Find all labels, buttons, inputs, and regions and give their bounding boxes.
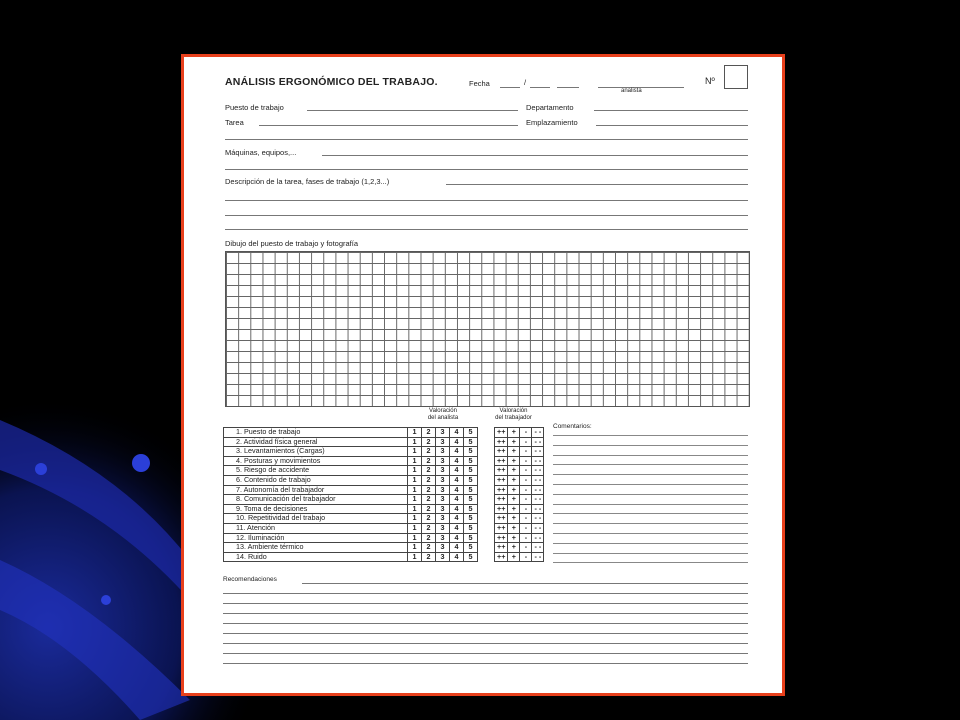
rating-item-label: 14. Ruido [224,552,408,562]
analyst-rating-option[interactable]: 4 [450,533,464,543]
worker-rating-option[interactable]: ++ [495,533,508,543]
worker-rating-option[interactable]: ++ [495,447,508,457]
bg-dot [101,595,111,605]
analyst-rating-option[interactable]: 3 [436,552,450,562]
rating-item-label: 13. Ambiente térmico [224,543,408,553]
worker-rating-option[interactable]: - - [532,456,544,466]
analyst-rating-option[interactable]: 2 [422,533,436,543]
analyst-rating-option[interactable]: 5 [464,514,478,524]
worker-rating-option[interactable]: - [520,485,532,495]
valoracion-trabajador-heading-1: Valoración [499,408,528,414]
form-line[interactable] [225,215,748,216]
comment-line[interactable] [553,523,748,524]
rating-row [224,523,544,533]
analyst-rating-option[interactable]: 5 [464,447,478,457]
worker-rating-option[interactable]: + [508,428,520,438]
worker-rating-option[interactable]: + [508,495,520,505]
rating-item-label: 7. Autonomía del trabajador [224,485,408,495]
analyst-rating-option[interactable]: 1 [408,504,422,514]
analyst-rating-option[interactable]: 4 [450,504,464,514]
recomendaciones-label: Recomendaciones [223,576,277,583]
form-line[interactable] [225,169,748,170]
bg-dot [35,463,47,475]
rating-item-label: 1. Puesto de trabajo [224,428,408,438]
worker-rating-option[interactable]: ++ [495,475,508,485]
worker-rating-option[interactable]: + [508,543,520,553]
analyst-rating-option[interactable]: 4 [450,428,464,438]
worker-rating-option[interactable]: ++ [495,428,508,438]
analyst-rating-option[interactable]: 5 [464,437,478,447]
analyst-rating-option[interactable]: 5 [464,495,478,505]
analyst-rating-option[interactable]: 2 [422,475,436,485]
maquinas-label: Máquinas, equipos,... [225,148,297,157]
analyst-rating-option[interactable]: 3 [436,543,450,553]
comment-line[interactable] [553,533,748,534]
recomendaciones-line[interactable] [223,603,748,604]
worker-rating-option[interactable]: - [520,514,532,524]
worker-rating-option[interactable]: - [520,456,532,466]
departamento-field[interactable] [594,110,748,111]
analyst-rating-option[interactable]: 3 [436,495,450,505]
worker-rating-option[interactable]: - - [532,437,544,447]
worker-rating-option[interactable]: - [520,533,532,543]
worker-rating-option[interactable]: - [520,495,532,505]
worker-rating-option[interactable]: - - [532,485,544,495]
rating-item-label: 12. Iluminación [224,533,408,543]
comment-line[interactable] [553,504,748,505]
fecha-year-line[interactable] [557,87,579,88]
form-frame [181,54,785,696]
rating-item-label: 2. Actividad física general [224,437,408,447]
analyst-rating-option[interactable]: 5 [464,523,478,533]
worker-rating-option[interactable]: ++ [495,495,508,505]
worker-rating-option[interactable]: - [520,475,532,485]
worker-rating-option[interactable]: + [508,475,520,485]
analyst-rating-option[interactable]: 5 [464,456,478,466]
analyst-rating-option[interactable]: 5 [464,552,478,562]
analyst-rating-option[interactable]: 1 [408,495,422,505]
bg-dot [132,454,150,472]
rating-item-label: 9. Toma de decisiones [224,504,408,514]
emplazamiento-label: Emplazamiento [526,118,578,127]
analyst-rating-option[interactable]: 1 [408,428,422,438]
analyst-rating-option[interactable]: 3 [436,523,450,533]
table-gap [478,495,495,505]
worker-rating-option[interactable]: - [520,428,532,438]
worker-rating-option[interactable]: ++ [495,456,508,466]
comment-line[interactable] [553,484,748,485]
date-separator: / [524,78,527,87]
tarea-label: Tarea [225,118,244,127]
departamento-label: Departamento [526,103,574,112]
analyst-rating-option[interactable]: 3 [436,504,450,514]
analyst-rating-option[interactable]: 1 [408,485,422,495]
ergonomic-form [184,57,782,693]
puesto-label: Puesto de trabajo [225,103,284,112]
analyst-rating-option[interactable]: 4 [450,475,464,485]
analyst-rating-option[interactable]: 2 [422,456,436,466]
analyst-rating-option[interactable]: 5 [464,485,478,495]
form-line[interactable] [225,229,748,230]
fecha-day-line[interactable] [500,87,520,88]
analyst-rating-option[interactable]: 2 [422,504,436,514]
tarea-field[interactable] [259,125,518,126]
comment-line[interactable] [553,553,748,554]
analyst-rating-option[interactable]: 4 [450,514,464,524]
analyst-rating-option[interactable]: 5 [464,543,478,553]
analyst-rating-option[interactable]: 3 [436,437,450,447]
table-gap [478,447,495,457]
worker-rating-option[interactable]: - - [532,533,544,543]
comment-line[interactable] [553,543,748,544]
analyst-rating-option[interactable]: 3 [436,475,450,485]
worker-rating-option[interactable]: + [508,552,520,562]
analyst-rating-option[interactable]: 5 [464,428,478,438]
rating-item-label: 8. Comunicación del trabajador [224,495,408,505]
analyst-rating-option[interactable]: 1 [408,466,422,476]
comment-line[interactable] [553,494,748,495]
rating-item-label: 11. Atención [224,523,408,533]
descripcion-field[interactable] [446,184,748,185]
analyst-rating-option[interactable]: 1 [408,543,422,553]
analyst-rating-option[interactable]: 5 [464,533,478,543]
analyst-rating-option[interactable]: 1 [408,523,422,533]
table-gap [478,466,495,476]
analyst-rating-option[interactable]: 3 [436,533,450,543]
table-gap [478,552,495,562]
analyst-rating-option[interactable]: 1 [408,437,422,447]
fecha-label: Fecha [469,79,490,88]
comment-line[interactable] [553,445,748,446]
analyst-rating-option[interactable]: 5 [464,466,478,476]
analyst-rating-option[interactable]: 3 [436,428,450,438]
worker-rating-option[interactable]: + [508,485,520,495]
rating-table [223,427,544,562]
rating-item-label: 10. Repetitividad del trabajo [224,514,408,524]
numero-box[interactable] [724,65,748,89]
rating-item-label: 3. Levantamientos (Cargas) [224,447,408,457]
analyst-rating-option[interactable]: 1 [408,533,422,543]
worker-rating-option[interactable]: - [520,523,532,533]
dibujo-label: Dibujo del puesto de trabajo y fotografía [225,239,359,248]
worker-rating-option[interactable]: - [520,552,532,562]
worker-rating-option[interactable]: - - [532,504,544,514]
rating-row [224,495,544,505]
analyst-rating-option[interactable]: 1 [408,514,422,524]
table-gap [478,523,495,533]
comentarios-label: Comentarios: [553,423,592,430]
recomendaciones-line[interactable] [223,663,748,664]
worker-rating-option[interactable]: + [508,437,520,447]
rating-item-label: 6. Contenido de trabajo [224,475,408,485]
puesto-field[interactable] [307,110,518,111]
valoracion-trabajador-heading-2: del trabajador [495,415,532,421]
worker-rating-option[interactable]: ++ [495,514,508,524]
rating-row [224,428,544,438]
worker-rating-option[interactable]: - [520,466,532,476]
analyst-rating-option[interactable]: 2 [422,495,436,505]
analyst-rating-option[interactable]: 1 [408,475,422,485]
table-gap [478,456,495,466]
rating-row [224,475,544,485]
valoracion-analista-heading-2: del analista [427,415,459,421]
valoracion-analista-heading-1: Valoración [429,408,457,414]
analyst-rating-option[interactable]: 1 [408,456,422,466]
analyst-rating-option[interactable]: 2 [422,437,436,447]
rating-row [224,447,544,457]
analyst-rating-option[interactable]: 2 [422,543,436,553]
table-gap [478,428,495,438]
analyst-rating-option[interactable]: 4 [450,543,464,553]
worker-rating-option[interactable]: + [508,466,520,476]
worker-rating-option[interactable]: ++ [495,485,508,495]
comment-line[interactable] [553,474,748,475]
analyst-rating-option[interactable]: 4 [450,552,464,562]
worker-rating-option[interactable]: + [508,514,520,524]
worker-rating-option[interactable]: - [520,543,532,553]
analyst-rating-option[interactable]: 3 [436,466,450,476]
analyst-rating-option[interactable]: 5 [464,504,478,514]
analyst-rating-option[interactable]: 4 [450,456,464,466]
table-gap [478,533,495,543]
form-line[interactable] [225,139,748,140]
worker-rating-option[interactable]: - - [532,514,544,524]
fecha-month-line[interactable] [530,87,550,88]
analyst-rating-option[interactable]: 4 [450,437,464,447]
analyst-rating-option[interactable]: 4 [450,495,464,505]
table-gap [478,543,495,553]
analyst-rating-option[interactable]: 3 [436,485,450,495]
analyst-rating-option[interactable]: 3 [436,514,450,524]
maquinas-field[interactable] [322,155,748,156]
worker-rating-option[interactable]: - - [532,466,544,476]
rating-row [224,543,544,553]
analyst-rating-option[interactable]: 5 [464,475,478,485]
emplazamiento-field[interactable] [596,125,748,126]
analyst-rating-option[interactable]: 4 [450,466,464,476]
analyst-rating-option[interactable]: 1 [408,552,422,562]
comment-line[interactable] [553,513,748,514]
worker-rating-option[interactable]: - [520,504,532,514]
analyst-rating-option[interactable]: 2 [422,523,436,533]
comment-line[interactable] [553,562,748,563]
recomendaciones-line[interactable] [223,623,748,624]
analyst-rating-option[interactable]: 2 [422,514,436,524]
worker-rating-option[interactable]: - [520,437,532,447]
rating-row [224,514,544,524]
table-gap [478,485,495,495]
worker-rating-option[interactable]: ++ [495,504,508,514]
recomendaciones-field[interactable] [302,583,748,584]
worker-rating-option[interactable]: + [508,504,520,514]
worker-rating-option[interactable]: + [508,456,520,466]
recomendaciones-line[interactable] [223,613,748,614]
worker-rating-option[interactable]: - [520,447,532,457]
numero-label: Nº [705,76,715,86]
table-gap [478,437,495,447]
analyst-rating-option[interactable]: 2 [422,447,436,457]
analyst-rating-option[interactable]: 2 [422,552,436,562]
worker-rating-option[interactable]: ++ [495,466,508,476]
worker-rating-option[interactable]: ++ [495,437,508,447]
rating-row [224,552,544,562]
worker-rating-option[interactable]: + [508,447,520,457]
analyst-rating-option[interactable]: 1 [408,447,422,457]
analyst-rating-option[interactable]: 2 [422,466,436,476]
form-title: ANÁLISIS ERGONÓMICO DEL TRABAJO. [225,76,438,88]
analyst-rating-option[interactable]: 3 [436,447,450,457]
worker-rating-option[interactable]: + [508,523,520,533]
worker-rating-option[interactable]: ++ [495,523,508,533]
worker-rating-option[interactable]: ++ [495,552,508,562]
worker-rating-option[interactable]: ++ [495,543,508,553]
analyst-rating-option[interactable]: 4 [450,447,464,457]
worker-rating-option[interactable]: + [508,533,520,543]
analyst-rating-option[interactable]: 2 [422,485,436,495]
comment-line[interactable] [553,435,748,436]
analyst-rating-option[interactable]: 3 [436,456,450,466]
rating-item-label: 5. Riesgo de accidente [224,466,408,476]
worker-rating-option[interactable]: - - [532,428,544,438]
recomendaciones-line[interactable] [223,633,748,634]
recomendaciones-line[interactable] [223,593,748,594]
rating-item-label: 4. Posturas y movimientos [224,456,408,466]
recomendaciones-line[interactable] [223,643,748,644]
drawing-grid[interactable] [225,251,750,407]
comment-line[interactable] [553,455,748,456]
table-gap [478,475,495,485]
table-gap [478,504,495,514]
worker-rating-option[interactable]: - - [532,495,544,505]
form-line[interactable] [225,200,748,201]
table-gap [478,514,495,524]
analista-label: analista [621,88,642,94]
recomendaciones-line[interactable] [223,653,748,654]
worker-rating-option[interactable]: - - [532,447,544,457]
worker-rating-option[interactable]: - - [532,543,544,553]
analyst-rating-option[interactable]: 4 [450,485,464,495]
worker-rating-option[interactable]: - - [532,523,544,533]
worker-rating-option[interactable]: - - [532,475,544,485]
comment-line[interactable] [553,464,748,465]
analyst-rating-option[interactable]: 4 [450,523,464,533]
descripcion-label: Descripción de la tarea, fases de trabajo (1,2,3...) [225,177,390,186]
analyst-rating-option[interactable]: 2 [422,428,436,438]
worker-rating-option[interactable]: - - [532,552,544,562]
